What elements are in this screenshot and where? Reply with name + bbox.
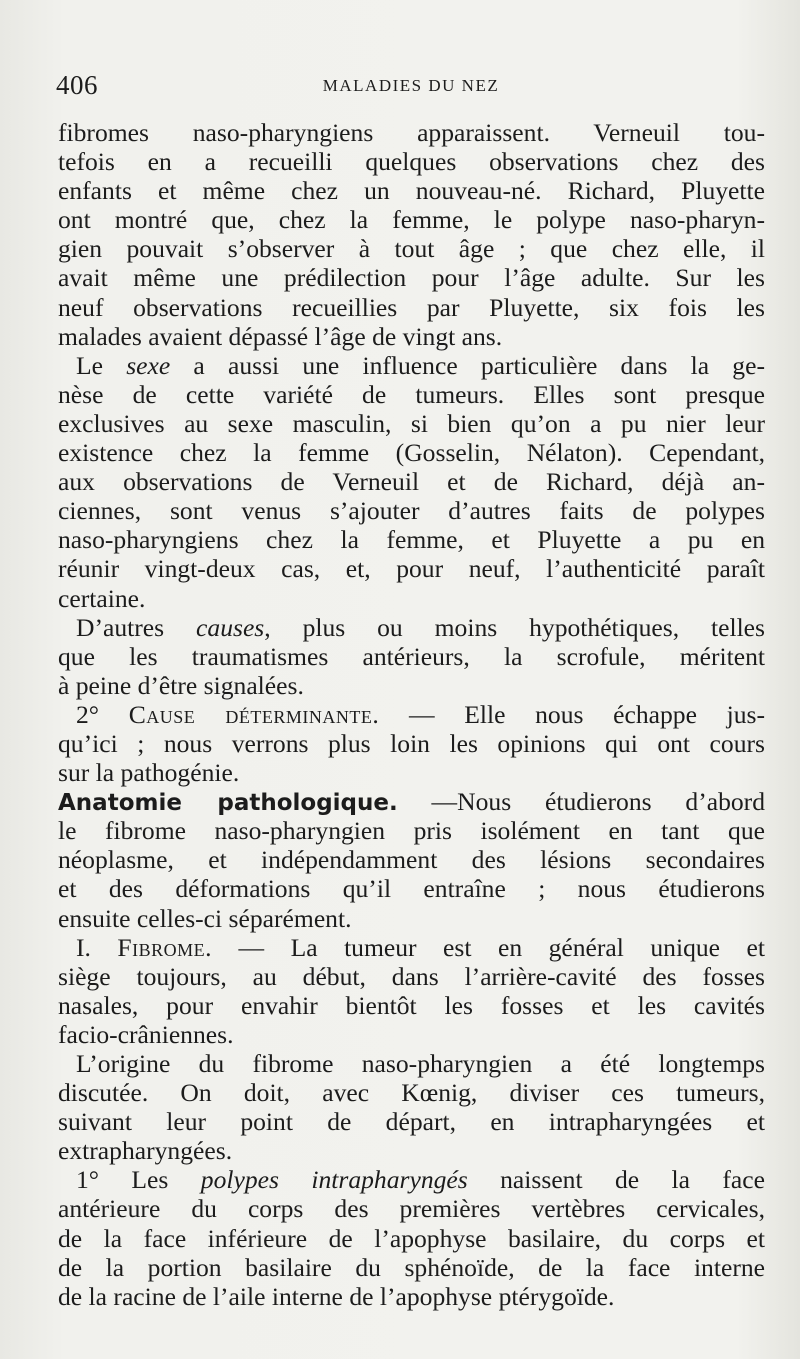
text-run: —Nous étudierons d’abord (397, 787, 765, 817)
text-line: de la face inférieure de l’apophyse basilaire, du corps et (58, 1223, 765, 1253)
text-line: nèse de cette variété de tumeurs. Elles sont presque (58, 379, 765, 409)
text-line: L’origine du fibrome naso-pharyngien a été longtemps (76, 1049, 765, 1078)
text-line: malades avaient dépassé l’âge de vingt ans. (58, 321, 503, 351)
text-line: existence chez la femme (Gosselin, Nélaton). Cependant, (58, 438, 765, 468)
text-run: a aussi une influence particulière dans la ge- (170, 350, 765, 380)
text-line (58, 351, 765, 380)
text-line: sur la pathogénie. (58, 758, 240, 788)
text-line: néoplasme, et indépendamment des lésions secondaires (58, 845, 765, 875)
text-line: certaine. (58, 583, 146, 613)
text-line: et des déformations qu’il entraîne ; nous étudierons (58, 874, 765, 904)
text-line: fibromes naso-pharyngiens apparaissent. Verneuil tou- (58, 118, 765, 147)
text-line: qu’ici ; nous verrons plus loin les opinions qui ont cours (58, 728, 765, 758)
text-line: gien pouvait s’observer à tout âge ; que chez elle, il (58, 234, 765, 264)
text-line: extrapharyngées. (58, 1136, 233, 1166)
text-line: aux observations de Verneuil et de Richard, déjà an- (58, 467, 765, 497)
text-line: naso-pharyngiens chez la femme, et Pluyette a pu en (58, 525, 765, 555)
text-line: siège toujours, au début, dans l’arrière-cavité des fosses (58, 961, 765, 991)
text-line: avait même une prédilection pour l’âge adulte. Sur les (58, 263, 765, 293)
page-header (56, 70, 766, 104)
text-line: enfants et même chez un nouveau-né. Richard, Pluyette (58, 176, 765, 206)
text-run: , plus ou moins hypothétiques, telles (264, 612, 765, 642)
page-number: 406 (56, 70, 98, 100)
section-heading: Anatomie pathologique. (58, 790, 398, 817)
text-run: — Elle nous échappe jus- (379, 699, 765, 729)
text-line: à peine d’être signalées. (58, 670, 304, 700)
text-line: de la racine de l’aile interne de l’apophyse ptérygoïde. (58, 1281, 615, 1311)
text-line: neuf observations recueillies par Pluyette, six fois les (58, 292, 765, 322)
text-line (58, 613, 765, 642)
text-line: le fibrome naso-pharyngien pris isolément en tant que (58, 816, 765, 846)
text-line: suivant leur point de départ, en intrapharyngées et (58, 1107, 765, 1137)
text-line: ensuite celles-ci séparément. (58, 903, 352, 933)
text-line: exclusives au sexe masculin, si bien qu’on a pu nier leur (58, 408, 765, 438)
text-run: Le (76, 350, 127, 380)
small-caps-heading: Fibrome. (117, 932, 213, 962)
text-line (58, 787, 765, 816)
body-text (58, 118, 765, 1311)
italic-term: sexe (126, 350, 171, 380)
text-run: naissent de la face (467, 1165, 765, 1195)
running-head: MALADIES DU NEZ (322, 76, 500, 95)
text-line: nasales, pour envahir bientôt les fosses et les cavités (58, 990, 765, 1020)
text-line: antérieure du corps des premières vertèbres cervicales, (58, 1194, 765, 1224)
text-line (58, 1165, 765, 1194)
text-line (58, 700, 765, 729)
text-line: ciennes, sont venus s’ajouter d’autres faits de polypes (58, 496, 765, 526)
text-line: réunir vingt-deux cas, et, pour neuf, l’authenticité paraît (58, 554, 765, 584)
text-run: 1° Les (76, 1165, 201, 1195)
italic-term: polypes intrapharyngés (200, 1165, 468, 1195)
text-run: — La tumeur est en général unique et (212, 932, 765, 962)
text-run: D’autres (76, 612, 197, 642)
italic-term: causes (196, 612, 265, 642)
text-line: de la portion basilaire du sphénoïde, de la face interne (58, 1252, 765, 1282)
text-line: ont montré que, chez la femme, le polype naso-pharyn- (58, 205, 765, 235)
text-line (58, 933, 765, 962)
text-line: tefois en a recueilli quelques observations chez des (58, 147, 765, 177)
text-line: facio-crâniennes. (58, 1019, 234, 1049)
text-line: discutée. On doit, avec Kœnig, diviser ces tumeurs, (58, 1078, 765, 1108)
text-line: que les traumatismes antérieurs, la scrofule, méritent (58, 641, 765, 671)
text-run: I. (76, 932, 118, 962)
text-run: 2° (76, 699, 129, 729)
small-caps-heading: Cause déterminante. (128, 699, 380, 729)
